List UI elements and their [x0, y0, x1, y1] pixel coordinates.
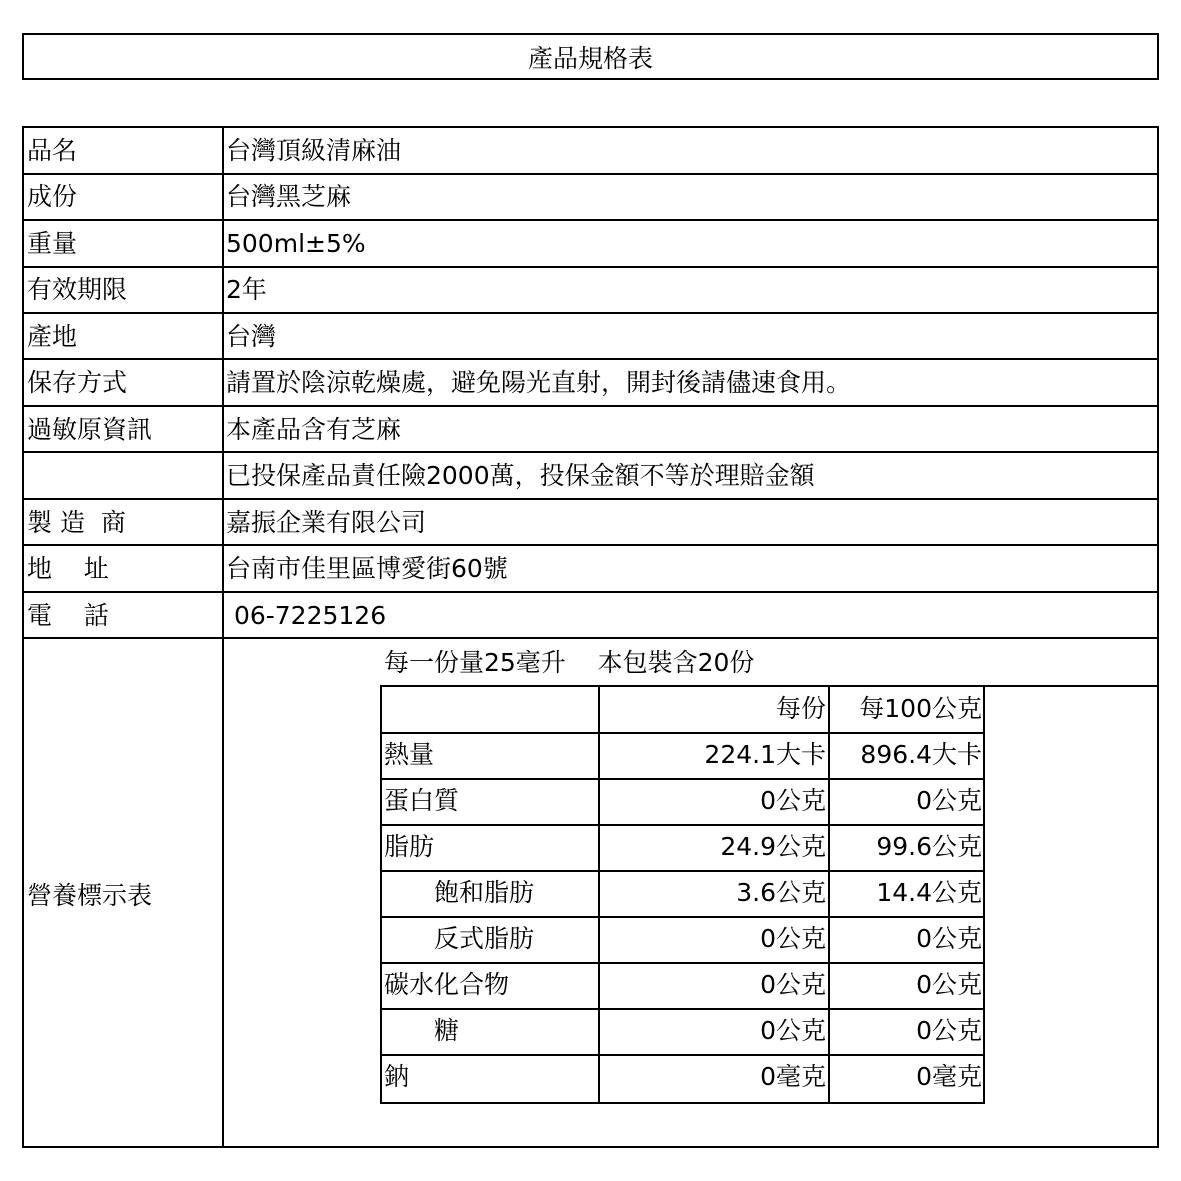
row-divider — [24, 173, 1157, 175]
row-divider — [24, 544, 1157, 546]
row-divider — [24, 637, 1157, 639]
header-per-serving: 每份 — [775, 694, 826, 723]
nutrient-per-100g: 0公克 — [916, 786, 982, 815]
nutrient-name: 熱量 — [384, 740, 435, 769]
value-manufacturer: 嘉振企業有限公司 — [226, 508, 427, 537]
nutrient-per-serving: 0公克 — [760, 1016, 826, 1045]
nutrient-per-100g: 0公克 — [916, 1016, 982, 1045]
label-allergen: 過敏原資訊 — [27, 415, 153, 444]
nutrient-per-serving: 3.6公克 — [736, 878, 826, 907]
spec-table — [22, 126, 1159, 1148]
nutrient-name: 飽和脂肪 — [434, 878, 535, 907]
nutrient-per-serving: 224.1大卡 — [704, 740, 826, 769]
value-product-name: 台灣頂級清麻油 — [226, 136, 402, 165]
label-origin: 產地 — [27, 322, 78, 351]
nutrient-name: 鈉 — [384, 1062, 410, 1091]
nutrient-name: 反式脂肪 — [434, 924, 535, 953]
column-divider — [222, 128, 224, 1146]
nutrient-per-serving: 0公克 — [760, 924, 826, 953]
nutrient-name: 碳水化合物 — [384, 970, 510, 999]
label-nutrition: 營養標示表 — [27, 881, 153, 910]
serving-info: 每一份量25毫升 本包裝含20份 — [384, 648, 755, 677]
label-shelf-life: 有效期限 — [27, 275, 128, 304]
header-per-100g: 每100公克 — [859, 694, 982, 723]
nutrient-per-100g: 896.4大卡 — [860, 740, 982, 769]
nutrient-per-100g: 0公克 — [916, 924, 982, 953]
nutrient-per-serving: 0公克 — [760, 970, 826, 999]
row-divider — [24, 219, 1157, 221]
label-ingredients: 成份 — [27, 182, 78, 211]
nutrient-name: 脂肪 — [384, 832, 435, 861]
page-title: 產品規格表 — [22, 33, 1159, 80]
value-shelf-life: 2年 — [226, 275, 267, 304]
value-phone: 06-7225126 — [226, 601, 387, 630]
row-divider — [24, 591, 1157, 593]
nutrient-per-100g: 0毫克 — [916, 1062, 982, 1091]
label-phone: 電 話 — [27, 601, 109, 630]
nutrient-name: 糖 — [434, 1016, 460, 1045]
label-storage: 保存方式 — [27, 368, 128, 397]
nutrient-per-100g: 0公克 — [916, 970, 982, 999]
value-storage: 請置於陰涼乾燥處，避免陽光直射，開封後請儘速食用。 — [226, 368, 852, 397]
value-allergen: 本產品含有芝麻 — [226, 415, 402, 444]
nutrient-per-serving: 24.9公克 — [720, 832, 826, 861]
nutrition-table — [380, 685, 985, 1104]
value-origin: 台灣 — [226, 322, 277, 351]
value-insurance: 已投保產品責任險2000萬，投保金額不等於理賠金額 — [226, 461, 815, 490]
value-weight: 500ml±5% — [226, 229, 366, 258]
nutrient-per-serving: 0毫克 — [760, 1062, 826, 1091]
nutrient-name: 蛋白質 — [384, 786, 460, 815]
label-weight: 重量 — [27, 229, 78, 258]
value-ingredients: 台灣黑芝麻 — [226, 182, 352, 211]
label-address: 地 址 — [27, 554, 109, 583]
label-manufacturer: 製 造 商 — [27, 508, 126, 537]
row-divider — [24, 266, 1157, 268]
nutrient-per-100g: 14.4公克 — [876, 878, 982, 907]
nutrient-per-serving: 0公克 — [760, 786, 826, 815]
label-product-name: 品名 — [27, 136, 78, 165]
row-divider — [24, 312, 1157, 314]
nutrient-per-100g: 99.6公克 — [876, 832, 982, 861]
value-address: 台南市佳里區博愛街60號 — [226, 554, 508, 583]
